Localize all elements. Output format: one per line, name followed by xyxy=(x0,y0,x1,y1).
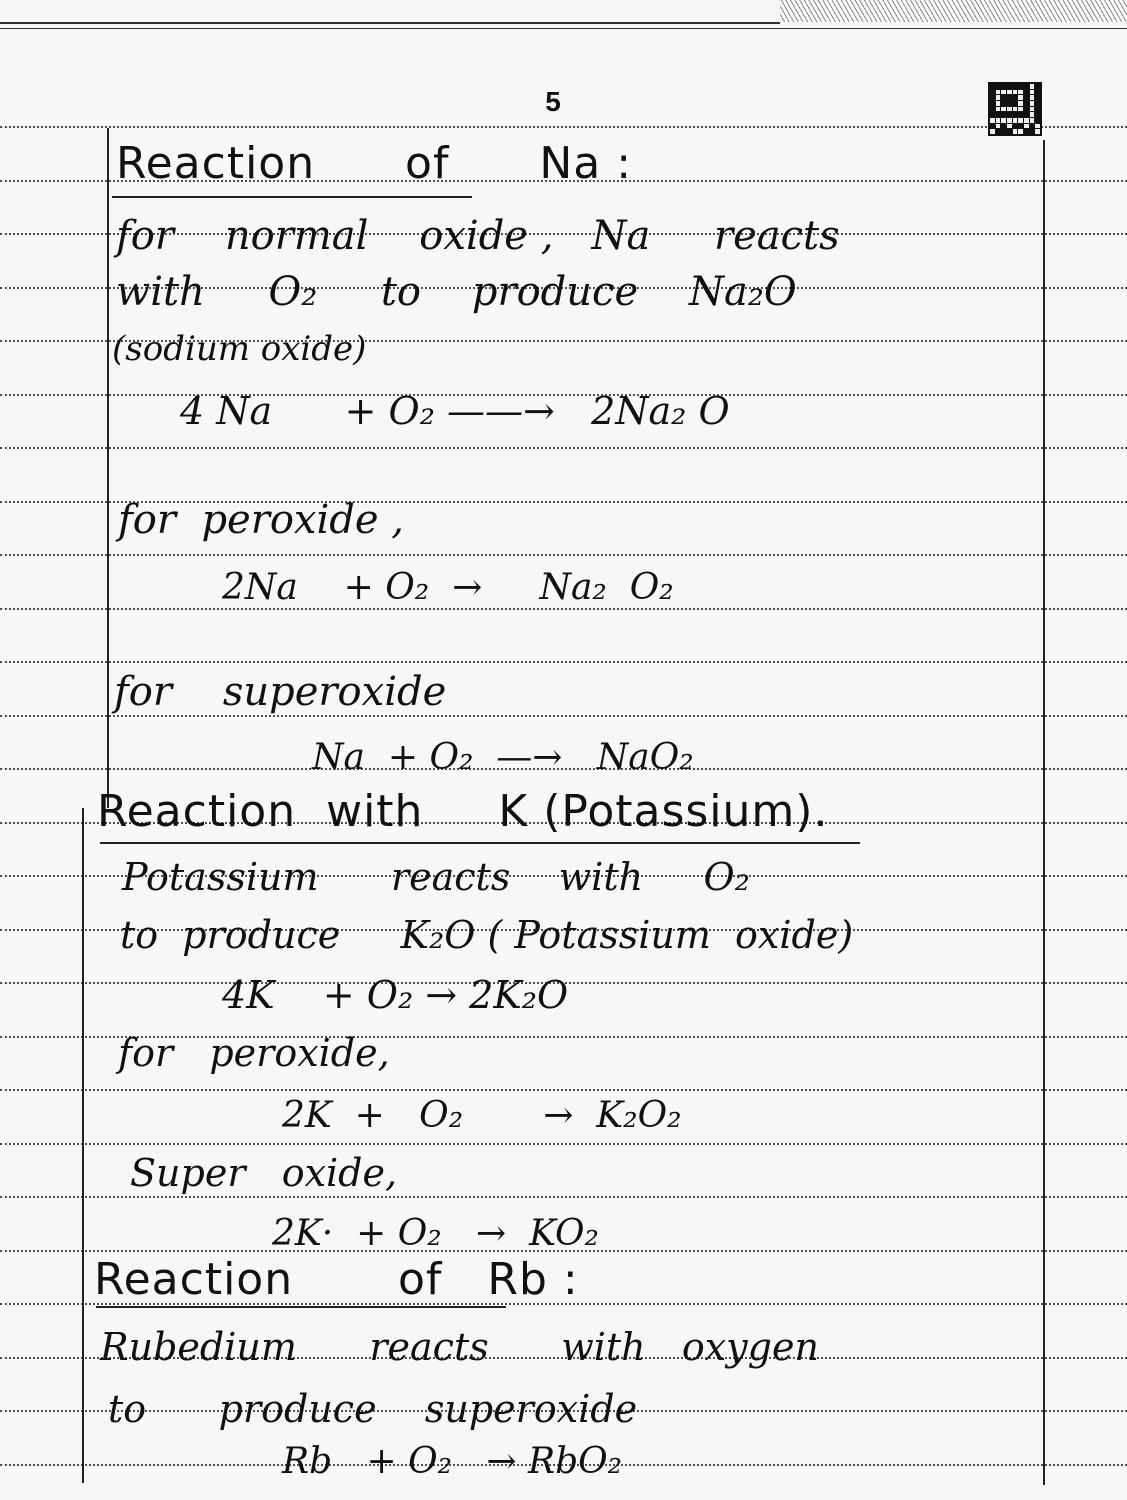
right-margin-line xyxy=(1043,140,1045,1485)
heading-underline xyxy=(100,842,860,844)
margin-line-upper xyxy=(107,128,109,808)
equation: 2K + O₂ → K₂O₂ xyxy=(282,1095,682,1136)
page-top-edge xyxy=(0,0,1127,22)
equation: 2Na + O₂ → Na₂ O₂ xyxy=(222,567,674,608)
text-line: for normal oxide , Na reacts xyxy=(116,213,840,259)
heading-reaction-of-na: Reaction of Na : xyxy=(116,138,633,189)
text-line: for peroxide , xyxy=(118,497,404,543)
equation: Rb + O₂ → RbO₂ xyxy=(282,1441,623,1482)
equation: 4K + O₂ → 2K₂O xyxy=(222,973,569,1017)
margin-line-lower xyxy=(82,808,84,1483)
heading-reaction-with-k: Reaction with K (Potassium). xyxy=(97,786,829,837)
page-top-line xyxy=(0,28,1127,29)
heading-reaction-of-rb: Reaction of Rb : xyxy=(94,1254,579,1305)
equation: 4 Na + O₂ ——→ 2Na₂ O xyxy=(180,389,730,433)
text-line: Rubedium reacts with oxygen xyxy=(100,1325,819,1369)
qr-code-icon xyxy=(988,82,1042,136)
equation: 2K· + O₂ → KO₂ xyxy=(272,1213,599,1254)
text-line: to produce superoxide xyxy=(108,1387,638,1431)
text-line: for peroxide, xyxy=(118,1031,390,1075)
text-line: (sodium oxide) xyxy=(112,329,367,369)
page-number: 5 xyxy=(545,86,561,117)
heading-underline xyxy=(96,1306,506,1308)
ruled-line xyxy=(0,608,1127,610)
ruled-line xyxy=(0,661,1127,663)
ruled-line xyxy=(0,126,1127,128)
text-line: to produce K₂O ( Potassium oxide) xyxy=(120,913,854,957)
equation: Na + O₂ —→ NaO₂ xyxy=(312,737,694,778)
ruled-line xyxy=(0,715,1127,717)
ruled-line xyxy=(0,1143,1127,1145)
ruled-line xyxy=(0,1196,1127,1198)
text-line: Super oxide, xyxy=(130,1151,398,1195)
ruled-line xyxy=(0,447,1127,449)
heading-underline xyxy=(112,196,472,198)
text-line: for superoxide xyxy=(114,669,447,715)
ruled-line xyxy=(0,1089,1127,1091)
text-line: Potassium reacts with O₂ xyxy=(122,855,750,899)
text-line: with O₂ to produce Na₂O xyxy=(116,269,797,315)
ruled-line xyxy=(0,554,1127,556)
